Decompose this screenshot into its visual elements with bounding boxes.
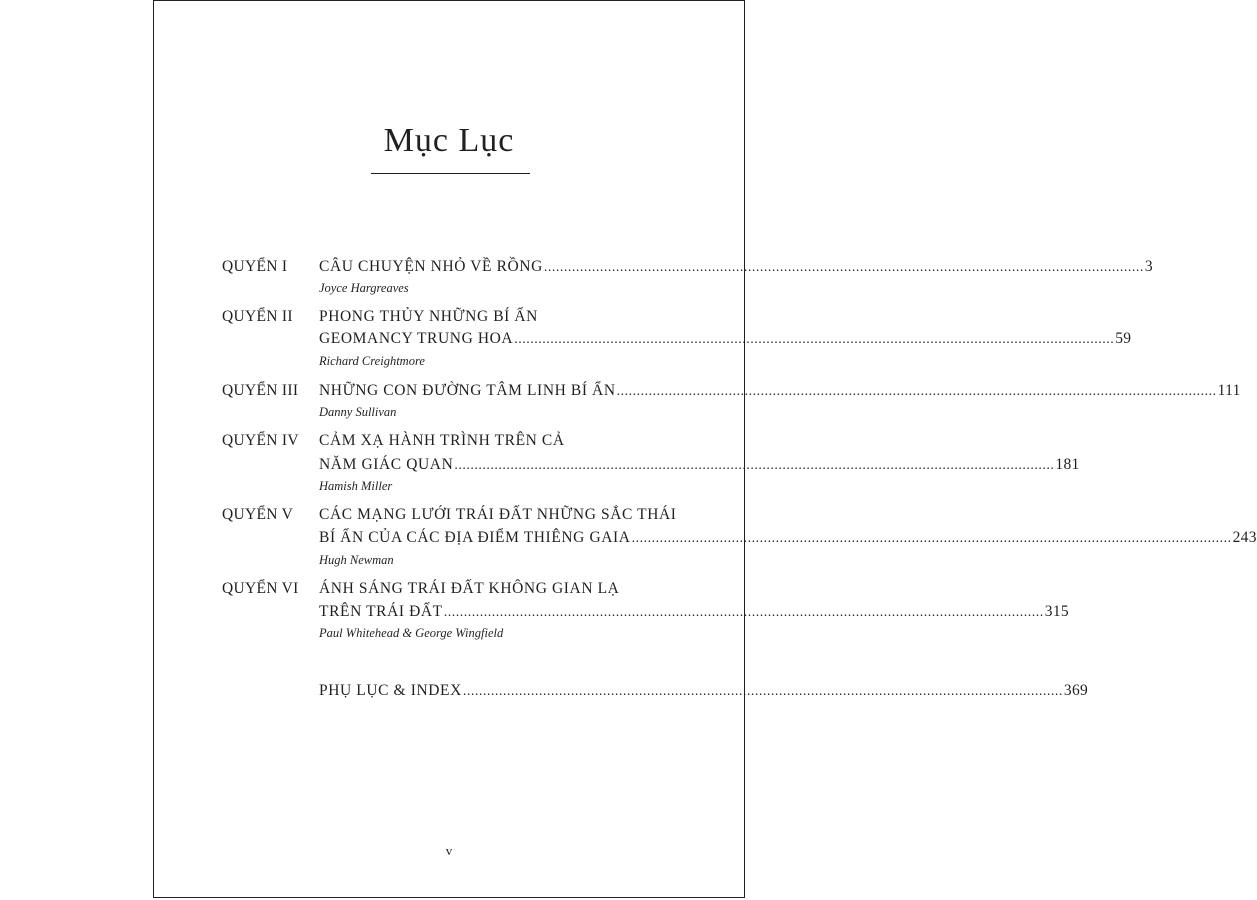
dot-leader: ...................................................................................................................................................... — [443, 605, 1044, 620]
toc-entry-author: Danny Sullivan — [319, 405, 397, 419]
toc-entry-line — [319, 455, 1080, 476]
toc-entry-line — [319, 602, 1069, 623]
toc-entry-page: 3 — [1144, 258, 1153, 275]
toc-entry-page: 59 — [1115, 330, 1132, 347]
dot-leader: ...................................................................................................................................................... — [514, 332, 1115, 347]
toc-entry-page: 315 — [1044, 603, 1069, 620]
dot-leader: ...................................................................................................................................................... — [454, 458, 1055, 473]
toc-entry-line — [319, 329, 1132, 350]
toc-entry-title: PHONG THỦY NHỮNG BÍ ẨN — [319, 308, 538, 325]
toc-entry-title-cont: BÍ ẨN CỦA CÁC ĐỊA ĐIỂM THIÊNG GAIA — [319, 529, 631, 546]
toc-entry-title-cont: TRÊN TRÁI ĐẤT — [319, 603, 443, 620]
toc-entry-title: NHỮNG CON ĐƯỜNG TÂM LINH BÍ ẨN — [319, 382, 616, 399]
toc-entry-author: Paul Whitehead & George Wingfield — [319, 626, 504, 640]
toc-entry-label: QUYỂN III — [222, 382, 299, 399]
toc-entry-author: Hugh Newman — [319, 553, 394, 567]
toc-entry-author: Richard Creightmore — [319, 354, 425, 368]
table-of-contents — [154, 1, 1257, 897]
toc-entry-title: ÁNH SÁNG TRÁI ĐẤT KHÔNG GIAN LẠ — [319, 580, 620, 597]
dot-leader: ...................................................................................................................................................... — [462, 684, 1063, 699]
book-page — [153, 0, 1257, 898]
toc-entry-label: QUYỂN V — [222, 506, 294, 523]
page-number: v — [445, 843, 453, 858]
toc-appendix-title: PHỤ LỤC & INDEX — [319, 682, 462, 699]
toc-entry-page: 111 — [1217, 382, 1241, 399]
dot-leader: ...................................................................................................................................................... — [543, 260, 1144, 275]
dot-leader: ...................................................................................................................................................... — [631, 531, 1232, 546]
toc-entry-line — [319, 257, 1153, 278]
toc-entry-label: QUYỂN I — [222, 258, 288, 275]
toc-entry-page: 181 — [1055, 456, 1080, 473]
toc-entry-title: CẢM XẠ HÀNH TRÌNH TRÊN CẢ — [319, 432, 565, 449]
toc-entry-line — [319, 381, 1241, 402]
toc-entry-title-cont: GEOMANCY TRUNG HOA — [319, 330, 514, 347]
dot-leader: ...................................................................................................................................................... — [616, 384, 1217, 399]
toc-entry-author: Joyce Hargreaves — [319, 281, 409, 295]
toc-entry-title: CÁC MẠNG LƯỚI TRÁI ĐẤT NHỮNG SẮC THÁI — [319, 506, 677, 523]
toc-entry-title-cont: NĂM GIÁC QUAN — [319, 456, 454, 473]
toc-entry-page: 243 — [1232, 529, 1257, 546]
toc-entry-author: Hamish Miller — [319, 479, 393, 493]
toc-entry-label: QUYỂN VI — [222, 580, 299, 597]
toc-entry-title: CÂU CHUYỆN NHỎ VỀ RỒNG — [319, 258, 543, 275]
toc-appendix-page: 369 — [1063, 682, 1089, 699]
toc-entry-line — [319, 528, 1257, 549]
toc-entry-label: QUYỂN II — [222, 308, 293, 325]
toc-entry-label: QUYỂN IV — [222, 432, 299, 449]
toc-appendix-line — [319, 681, 1089, 702]
page-title: Mục Lục — [383, 122, 515, 159]
